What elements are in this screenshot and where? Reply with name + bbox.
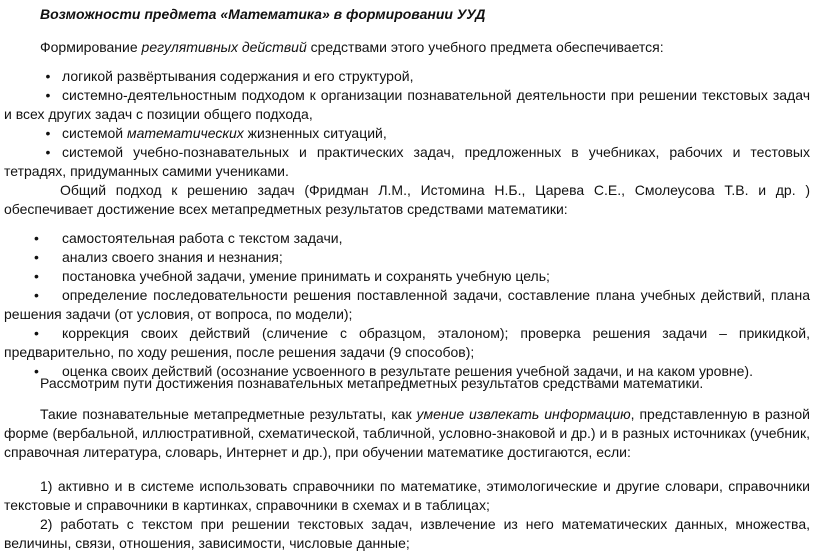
list-item-text: определение последовательности решения поставленной задачи, составление плана учебных действий, плана решения задачи (от условия, от вопроса, по модели); — [4, 287, 810, 322]
such-text — [4, 405, 810, 462]
list-item — [4, 229, 810, 248]
bullet-icon: • — [45, 125, 51, 141]
bullet-icon: • — [34, 230, 39, 246]
numbered-item — [4, 515, 810, 553]
list-item — [4, 248, 810, 267]
intro-text-after: средствами этого учебного предмета обеспечивается: — [306, 39, 664, 55]
such-text-italic: умение извлекать информацию — [416, 406, 631, 422]
bullet-list-1 — [4, 67, 810, 181]
list-item — [4, 267, 810, 286]
list-item-text-after: жизненных ситуаций, — [243, 125, 387, 141]
list-item — [4, 67, 810, 86]
bullet-icon: • — [34, 325, 39, 341]
list-item-text: анализ своего знания и незнания; — [62, 249, 283, 265]
bullet-icon: • — [34, 363, 39, 379]
list-item-text: системно-деятельностным подходом к организации познавательной деятельности при решении текстовых задач и всех других задач с позиции общего подхода, — [4, 87, 810, 122]
numbered-list — [4, 477, 810, 553]
numbered-item-text: активно и в системе использовать справочники по математике, этимологические и другие словари, справочники текстовые и справочники в картинках, справочники в схемах и в таблицах; — [4, 478, 810, 513]
list-item-text: оценка своих действий (осознание усвоенного в результате решения учебной задачи, и на каком уровне). — [62, 363, 753, 379]
such-paragraph — [4, 405, 810, 462]
numbered-item — [4, 477, 810, 515]
bullet-icon: • — [45, 68, 51, 84]
numbered-item-text: работать с текстом при решении текстовых задач, извлечение из него математических данных, множества, величины, связи, отношения, зависимости, числовые данные; — [4, 516, 810, 551]
bullet-icon: • — [34, 287, 39, 303]
numbered-item-number: 2) — [40, 516, 53, 532]
intro-paragraph — [4, 38, 810, 57]
list-item — [4, 124, 810, 143]
list-item — [4, 324, 810, 362]
general-approach-paragraph — [4, 181, 810, 219]
list-item — [4, 86, 810, 124]
list-item — [4, 143, 810, 181]
bullet-icon: • — [45, 144, 51, 160]
bullet-icon: • — [34, 268, 39, 284]
such-text-after: , представленную в разной форме (вербальной, иллюстративной, схематической, табличной, условно-знаковой и др.) и в разных источниках (учебник, справочная литература, словарь, Интернет и др.), при обучении математике достигаются, если: — [4, 406, 810, 460]
list-item-text: постановка учебной задачи, умение принимать и сохранять учебную цель; — [62, 268, 550, 284]
list-item-text: коррекция своих действий (сличение с образцом, эталоном); проверка решения задачи – прикидкой, предварительно, по ходу решения, после решения задачи (9 способов); — [4, 325, 810, 360]
such-text-before: Такие познавательные метапредметные результаты, как — [40, 406, 417, 422]
list-item-text-italic: математических — [126, 125, 244, 141]
consider-text: Рассмотрим пути достижения познавательных метапредметных результатов средствами математики. — [40, 375, 704, 391]
general-approach-text: Общий подход к решению задач (Фридман Л.М., Истомина Н.Б., Царева С.Е., Смолеусова Т.В. и др. ) обеспечивает достижение всех метапредметных результатов средствами математики: — [4, 182, 810, 217]
numbered-item-number: 1) — [40, 478, 53, 494]
list-item-text: самостоятельная работа с текстом задачи, — [62, 230, 343, 246]
document-title: Возможности предмета «Математика» в формировании УУД — [40, 6, 486, 22]
bullet-icon: • — [34, 249, 39, 265]
bullet-list-2 — [4, 229, 810, 381]
list-item-text: логикой развёртывания содержания и его структурой, — [62, 68, 414, 84]
intro-text-italic: регулятивных действий — [141, 39, 307, 55]
bullet-icon: • — [45, 87, 51, 103]
consider-paragraph — [4, 374, 810, 393]
intro-text-before: Формирование — [40, 39, 142, 55]
list-item-text-before: системой — [62, 125, 127, 141]
list-item — [4, 286, 810, 324]
list-item-text: системой учебно-познавательных и практических задач, предложенных в учебниках, рабочих и тестовых тетрадях, придуманных самими учениками. — [4, 144, 810, 179]
